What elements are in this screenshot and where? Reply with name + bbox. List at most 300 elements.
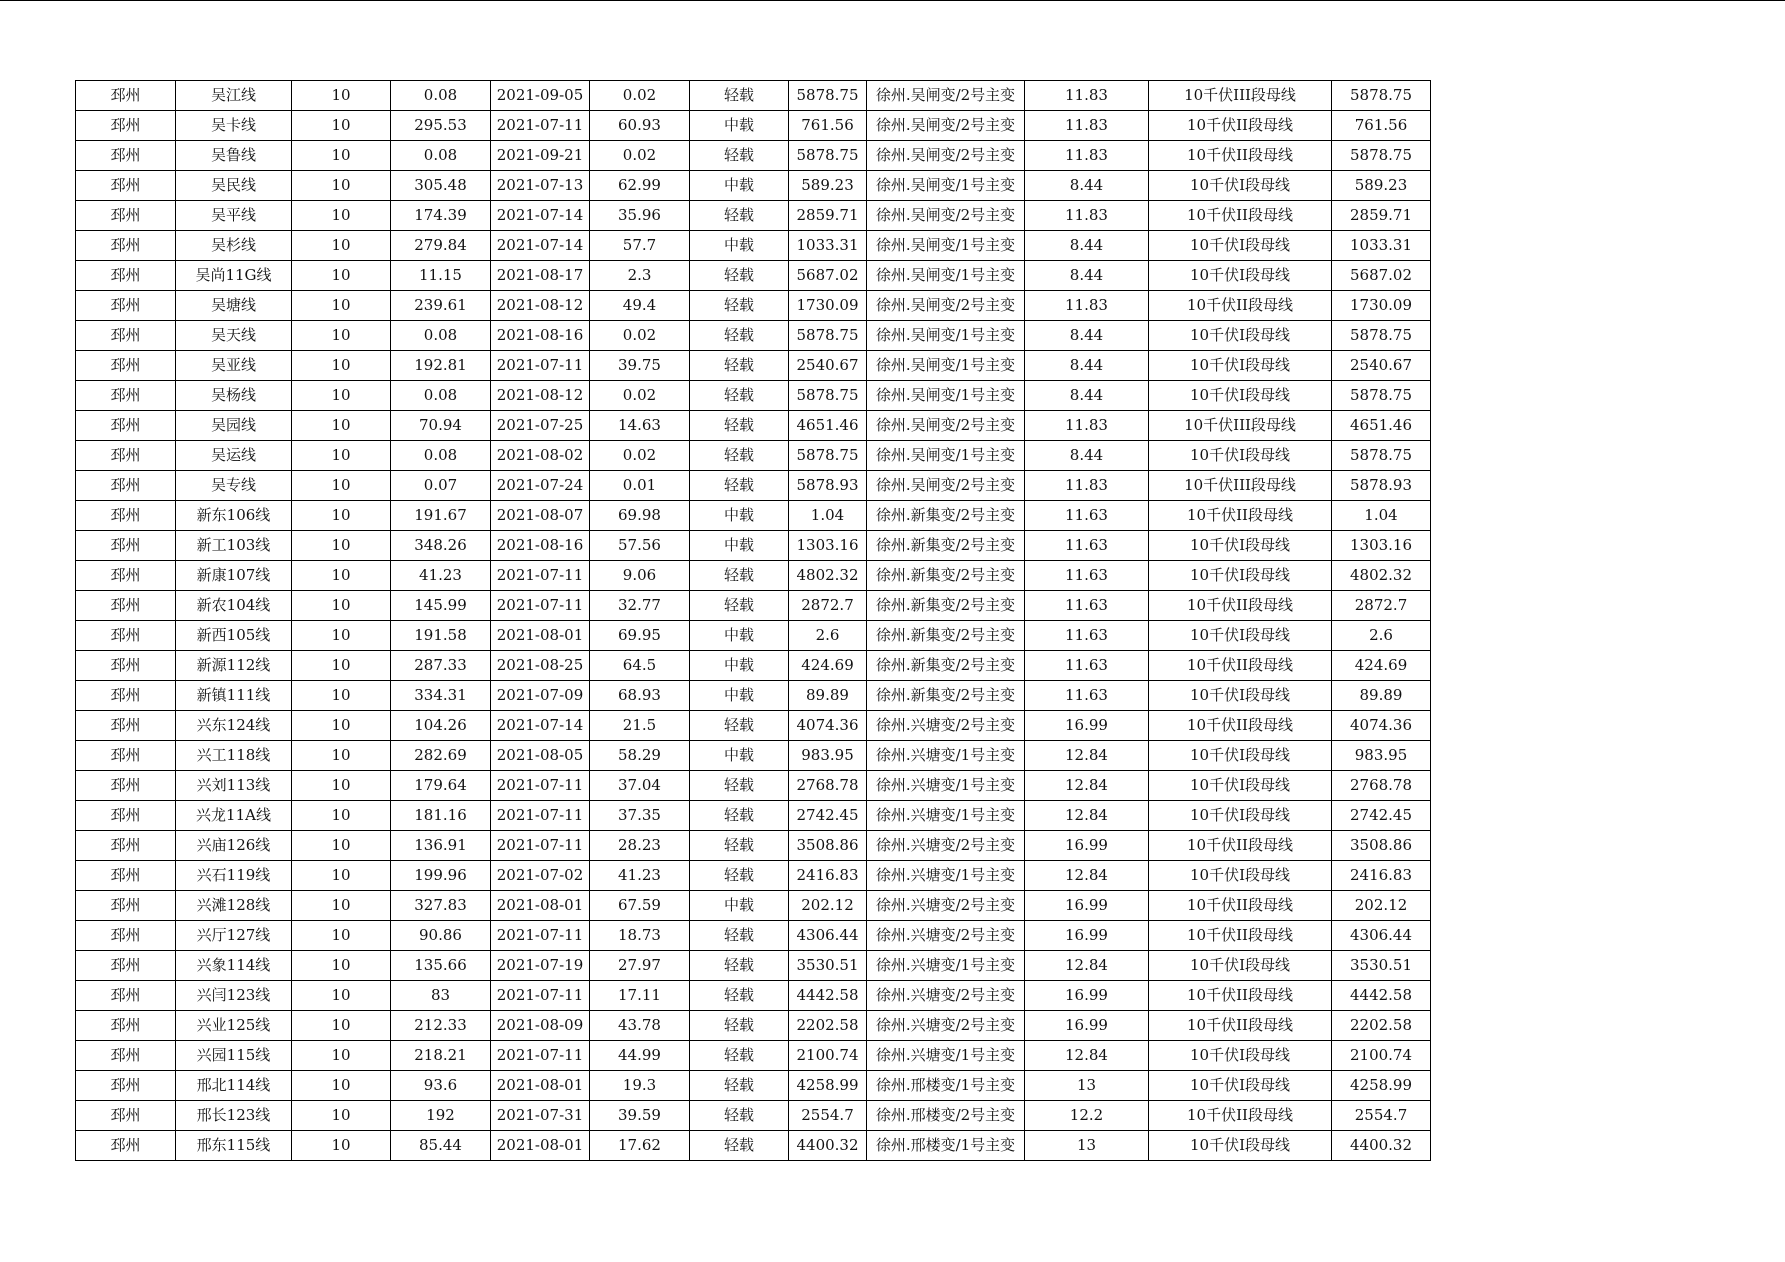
load-rate-cell: 44.99 (590, 1041, 690, 1071)
line-name-cell: 邢北114线 (176, 1071, 292, 1101)
transformer-load-cell: 13 (1025, 1071, 1149, 1101)
county-cell: 邳州 (76, 381, 176, 411)
transformer-cell: 徐州.吴闸变/1号主变 (867, 351, 1025, 381)
voltage-cell: 10 (292, 111, 391, 141)
table-row (76, 1131, 1431, 1161)
line-name-cell: 新镇111线 (176, 681, 292, 711)
load-value-cell: 90.86 (391, 921, 491, 951)
table-row (76, 741, 1431, 771)
load-level-cell: 轻载 (690, 351, 789, 381)
transformer-load-cell: 12.84 (1025, 801, 1149, 831)
busbar-cell: 10千伏I段母线 (1149, 231, 1332, 261)
table-row (76, 111, 1431, 141)
load-rate-cell: 0.02 (590, 141, 690, 171)
county-cell: 邳州 (76, 351, 176, 381)
line-name-cell: 兴厅127线 (176, 921, 292, 951)
transformer-cell: 徐州.兴塘变/2号主变 (867, 831, 1025, 861)
load-value-cell: 348.26 (391, 531, 491, 561)
load-rate-cell: 62.99 (590, 171, 690, 201)
date-cell: 2021-07-11 (491, 351, 590, 381)
table-row (76, 771, 1431, 801)
available-capacity-cell: 4442.58 (789, 981, 867, 1011)
transformer-cell: 徐州.兴塘变/2号主变 (867, 981, 1025, 1011)
transformer-cell: 徐州.邢楼变/1号主变 (867, 1131, 1025, 1161)
remaining-capacity-cell: 4074.36 (1332, 711, 1431, 741)
table-row (76, 501, 1431, 531)
date-cell: 2021-08-07 (491, 501, 590, 531)
table-row (76, 1101, 1431, 1131)
load-value-cell: 0.08 (391, 321, 491, 351)
county-cell: 邳州 (76, 951, 176, 981)
load-level-cell: 轻载 (690, 81, 789, 111)
table-body (76, 81, 1431, 1161)
available-capacity-cell: 2742.45 (789, 801, 867, 831)
voltage-cell: 10 (292, 471, 391, 501)
date-cell: 2021-07-11 (491, 981, 590, 1011)
busbar-cell: 10千伏I段母线 (1149, 1131, 1332, 1161)
transformer-cell: 徐州.兴塘变/1号主变 (867, 741, 1025, 771)
load-rate-cell: 28.23 (590, 831, 690, 861)
load-level-cell: 轻载 (690, 471, 789, 501)
busbar-cell: 10千伏II段母线 (1149, 1101, 1332, 1131)
load-level-cell: 中载 (690, 231, 789, 261)
transformer-load-cell: 16.99 (1025, 1011, 1149, 1041)
transformer-cell: 徐州.吴闸变/1号主变 (867, 441, 1025, 471)
remaining-capacity-cell: 2742.45 (1332, 801, 1431, 831)
line-name-cell: 吴天线 (176, 321, 292, 351)
transformer-load-cell: 8.44 (1025, 171, 1149, 201)
transformer-load-cell: 12.84 (1025, 1041, 1149, 1071)
remaining-capacity-cell: 4651.46 (1332, 411, 1431, 441)
load-level-cell: 轻载 (690, 381, 789, 411)
transformer-load-cell: 11.63 (1025, 621, 1149, 651)
county-cell: 邳州 (76, 501, 176, 531)
voltage-cell: 10 (292, 261, 391, 291)
load-rate-cell: 64.5 (590, 651, 690, 681)
available-capacity-cell: 5878.93 (789, 471, 867, 501)
table-row (76, 1071, 1431, 1101)
load-rate-cell: 60.93 (590, 111, 690, 141)
busbar-cell: 10千伏I段母线 (1149, 741, 1332, 771)
load-value-cell: 0.08 (391, 141, 491, 171)
load-level-cell: 中载 (690, 531, 789, 561)
date-cell: 2021-08-05 (491, 741, 590, 771)
table-row (76, 381, 1431, 411)
county-cell: 邳州 (76, 471, 176, 501)
load-rate-cell: 68.93 (590, 681, 690, 711)
load-value-cell: 136.91 (391, 831, 491, 861)
load-rate-cell: 17.62 (590, 1131, 690, 1161)
transformer-load-cell: 8.44 (1025, 321, 1149, 351)
transformer-cell: 徐州.吴闸变/2号主变 (867, 411, 1025, 441)
load-rate-cell: 43.78 (590, 1011, 690, 1041)
county-cell: 邳州 (76, 921, 176, 951)
voltage-cell: 10 (292, 831, 391, 861)
transformer-cell: 徐州.新集变/2号主变 (867, 531, 1025, 561)
line-name-cell: 兴石119线 (176, 861, 292, 891)
available-capacity-cell: 4651.46 (789, 411, 867, 441)
transformer-cell: 徐州.兴塘变/2号主变 (867, 1011, 1025, 1041)
busbar-cell: 10千伏II段母线 (1149, 921, 1332, 951)
available-capacity-cell: 5687.02 (789, 261, 867, 291)
date-cell: 2021-07-02 (491, 861, 590, 891)
line-name-cell: 新农104线 (176, 591, 292, 621)
available-capacity-cell: 2100.74 (789, 1041, 867, 1071)
remaining-capacity-cell: 1730.09 (1332, 291, 1431, 321)
load-value-cell: 93.6 (391, 1071, 491, 1101)
load-rate-cell: 67.59 (590, 891, 690, 921)
table-row (76, 231, 1431, 261)
available-capacity-cell: 4074.36 (789, 711, 867, 741)
voltage-cell: 10 (292, 321, 391, 351)
date-cell: 2021-08-16 (491, 531, 590, 561)
county-cell: 邳州 (76, 291, 176, 321)
load-level-cell: 轻载 (690, 861, 789, 891)
date-cell: 2021-08-12 (491, 291, 590, 321)
remaining-capacity-cell: 4400.32 (1332, 1131, 1431, 1161)
transformer-load-cell: 12.2 (1025, 1101, 1149, 1131)
load-level-cell: 轻载 (690, 711, 789, 741)
line-name-cell: 兴闫123线 (176, 981, 292, 1011)
load-level-cell: 中载 (690, 171, 789, 201)
load-level-cell: 轻载 (690, 981, 789, 1011)
remaining-capacity-cell: 2.6 (1332, 621, 1431, 651)
transformer-load-cell: 11.83 (1025, 81, 1149, 111)
county-cell: 邳州 (76, 891, 176, 921)
available-capacity-cell: 3530.51 (789, 951, 867, 981)
load-value-cell: 239.61 (391, 291, 491, 321)
date-cell: 2021-07-11 (491, 801, 590, 831)
date-cell: 2021-07-24 (491, 471, 590, 501)
transformer-load-cell: 12.84 (1025, 741, 1149, 771)
load-rate-cell: 0.02 (590, 381, 690, 411)
load-rate-cell: 0.02 (590, 321, 690, 351)
load-rate-cell: 57.7 (590, 231, 690, 261)
county-cell: 邳州 (76, 231, 176, 261)
busbar-cell: 10千伏II段母线 (1149, 201, 1332, 231)
available-capacity-cell: 4258.99 (789, 1071, 867, 1101)
voltage-cell: 10 (292, 381, 391, 411)
date-cell: 2021-07-11 (491, 1041, 590, 1071)
load-level-cell: 轻载 (690, 561, 789, 591)
remaining-capacity-cell: 2554.7 (1332, 1101, 1431, 1131)
line-name-cell: 吴专线 (176, 471, 292, 501)
load-level-cell: 中载 (690, 681, 789, 711)
transformer-load-cell: 11.83 (1025, 471, 1149, 501)
available-capacity-cell: 89.89 (789, 681, 867, 711)
load-level-cell: 轻载 (690, 831, 789, 861)
busbar-cell: 10千伏II段母线 (1149, 591, 1332, 621)
transformer-cell: 徐州.吴闸变/1号主变 (867, 261, 1025, 291)
load-level-cell: 轻载 (690, 291, 789, 321)
load-rate-cell: 57.56 (590, 531, 690, 561)
transformer-cell: 徐州.新集变/2号主变 (867, 591, 1025, 621)
transformer-load-cell: 11.83 (1025, 411, 1149, 441)
available-capacity-cell: 424.69 (789, 651, 867, 681)
voltage-cell: 10 (292, 1131, 391, 1161)
date-cell: 2021-07-25 (491, 411, 590, 441)
voltage-cell: 10 (292, 441, 391, 471)
voltage-cell: 10 (292, 801, 391, 831)
date-cell: 2021-07-14 (491, 201, 590, 231)
line-name-cell: 兴园115线 (176, 1041, 292, 1071)
transformer-cell: 徐州.新集变/2号主变 (867, 651, 1025, 681)
voltage-cell: 10 (292, 1101, 391, 1131)
remaining-capacity-cell: 2872.7 (1332, 591, 1431, 621)
remaining-capacity-cell: 4306.44 (1332, 921, 1431, 951)
transformer-load-cell: 11.63 (1025, 561, 1149, 591)
available-capacity-cell: 2202.58 (789, 1011, 867, 1041)
county-cell: 邳州 (76, 741, 176, 771)
county-cell: 邳州 (76, 591, 176, 621)
transformer-load-cell: 12.84 (1025, 951, 1149, 981)
transformer-load-cell: 16.99 (1025, 891, 1149, 921)
date-cell: 2021-08-01 (491, 621, 590, 651)
transformer-load-cell: 13 (1025, 1131, 1149, 1161)
load-level-cell: 轻载 (690, 411, 789, 441)
date-cell: 2021-09-21 (491, 141, 590, 171)
county-cell: 邳州 (76, 1101, 176, 1131)
load-level-cell: 中载 (690, 111, 789, 141)
voltage-cell: 10 (292, 351, 391, 381)
table-row (76, 591, 1431, 621)
line-name-cell: 新源112线 (176, 651, 292, 681)
transformer-cell: 徐州.吴闸变/2号主变 (867, 141, 1025, 171)
busbar-cell: 10千伏II段母线 (1149, 501, 1332, 531)
voltage-cell: 10 (292, 591, 391, 621)
table-row (76, 171, 1431, 201)
remaining-capacity-cell: 5878.75 (1332, 141, 1431, 171)
load-level-cell: 中载 (690, 501, 789, 531)
remaining-capacity-cell: 2540.67 (1332, 351, 1431, 381)
line-name-cell: 兴象114线 (176, 951, 292, 981)
load-level-cell: 中载 (690, 651, 789, 681)
county-cell: 邳州 (76, 1011, 176, 1041)
transformer-load-cell: 11.63 (1025, 681, 1149, 711)
load-value-cell: 0.08 (391, 381, 491, 411)
transformer-load-cell: 11.83 (1025, 111, 1149, 141)
remaining-capacity-cell: 5878.75 (1332, 441, 1431, 471)
page-top-rule (0, 0, 1785, 1)
transformer-load-cell: 8.44 (1025, 261, 1149, 291)
remaining-capacity-cell: 5878.75 (1332, 321, 1431, 351)
load-value-cell: 199.96 (391, 861, 491, 891)
transformer-load-cell: 11.63 (1025, 651, 1149, 681)
table-row (76, 561, 1431, 591)
transformer-load-cell: 11.63 (1025, 591, 1149, 621)
remaining-capacity-cell: 424.69 (1332, 651, 1431, 681)
available-capacity-cell: 5878.75 (789, 381, 867, 411)
date-cell: 2021-07-31 (491, 1101, 590, 1131)
date-cell: 2021-08-01 (491, 1071, 590, 1101)
county-cell: 邳州 (76, 801, 176, 831)
remaining-capacity-cell: 589.23 (1332, 171, 1431, 201)
line-name-cell: 兴庙126线 (176, 831, 292, 861)
transformer-cell: 徐州.兴塘变/2号主变 (867, 711, 1025, 741)
transformer-cell: 徐州.兴塘变/1号主变 (867, 801, 1025, 831)
busbar-cell: 10千伏I段母线 (1149, 801, 1332, 831)
load-rate-cell: 18.73 (590, 921, 690, 951)
county-cell: 邳州 (76, 81, 176, 111)
load-rate-cell: 41.23 (590, 861, 690, 891)
table-row (76, 921, 1431, 951)
table-row (76, 801, 1431, 831)
date-cell: 2021-09-05 (491, 81, 590, 111)
transformer-cell: 徐州.新集变/2号主变 (867, 621, 1025, 651)
line-name-cell: 新工103线 (176, 531, 292, 561)
available-capacity-cell: 1.04 (789, 501, 867, 531)
line-name-cell: 新康107线 (176, 561, 292, 591)
load-value-cell: 85.44 (391, 1131, 491, 1161)
transformer-cell: 徐州.邢楼变/2号主变 (867, 1101, 1025, 1131)
county-cell: 邳州 (76, 981, 176, 1011)
remaining-capacity-cell: 761.56 (1332, 111, 1431, 141)
transformer-cell: 徐州.吴闸变/1号主变 (867, 321, 1025, 351)
date-cell: 2021-08-02 (491, 441, 590, 471)
load-value-cell: 295.53 (391, 111, 491, 141)
available-capacity-cell: 2416.83 (789, 861, 867, 891)
load-value-cell: 0.08 (391, 441, 491, 471)
remaining-capacity-cell: 4258.99 (1332, 1071, 1431, 1101)
table-row (76, 651, 1431, 681)
line-name-cell: 吴杉线 (176, 231, 292, 261)
table-row (76, 981, 1431, 1011)
busbar-cell: 10千伏I段母线 (1149, 561, 1332, 591)
county-cell: 邳州 (76, 411, 176, 441)
load-rate-cell: 0.02 (590, 81, 690, 111)
county-cell: 邳州 (76, 261, 176, 291)
available-capacity-cell: 589.23 (789, 171, 867, 201)
load-level-cell: 轻载 (690, 1071, 789, 1101)
remaining-capacity-cell: 89.89 (1332, 681, 1431, 711)
county-cell: 邳州 (76, 531, 176, 561)
table-row (76, 471, 1431, 501)
available-capacity-cell: 4400.32 (789, 1131, 867, 1161)
available-capacity-cell: 202.12 (789, 891, 867, 921)
table-row (76, 681, 1431, 711)
load-level-cell: 中载 (690, 621, 789, 651)
transformer-cell: 徐州.兴塘变/1号主变 (867, 951, 1025, 981)
load-level-cell: 轻载 (690, 1041, 789, 1071)
transformer-load-cell: 8.44 (1025, 441, 1149, 471)
county-cell: 邳州 (76, 861, 176, 891)
remaining-capacity-cell: 2768.78 (1332, 771, 1431, 801)
busbar-cell: 10千伏I段母线 (1149, 951, 1332, 981)
busbar-cell: 10千伏III段母线 (1149, 411, 1332, 441)
busbar-cell: 10千伏II段母线 (1149, 891, 1332, 921)
busbar-cell: 10千伏II段母线 (1149, 291, 1332, 321)
transformer-cell: 徐州.新集变/2号主变 (867, 501, 1025, 531)
table-row (76, 621, 1431, 651)
busbar-cell: 10千伏I段母线 (1149, 621, 1332, 651)
load-rate-cell: 69.98 (590, 501, 690, 531)
transformer-cell: 徐州.兴塘变/2号主变 (867, 891, 1025, 921)
available-capacity-cell: 983.95 (789, 741, 867, 771)
transformer-cell: 徐州.新集变/2号主变 (867, 681, 1025, 711)
county-cell: 邳州 (76, 651, 176, 681)
transformer-cell: 徐州.兴塘变/2号主变 (867, 921, 1025, 951)
busbar-cell: 10千伏II段母线 (1149, 141, 1332, 171)
county-cell: 邳州 (76, 1131, 176, 1161)
transformer-cell: 徐州.吴闸变/2号主变 (867, 81, 1025, 111)
county-cell: 邳州 (76, 711, 176, 741)
voltage-cell: 10 (292, 231, 391, 261)
voltage-cell: 10 (292, 1011, 391, 1041)
voltage-cell: 10 (292, 1071, 391, 1101)
table-row (76, 141, 1431, 171)
load-level-cell: 轻载 (690, 441, 789, 471)
table-row (76, 81, 1431, 111)
busbar-cell: 10千伏II段母线 (1149, 981, 1332, 1011)
voltage-cell: 10 (292, 171, 391, 201)
date-cell: 2021-07-14 (491, 711, 590, 741)
transformer-cell: 徐州.吴闸变/1号主变 (867, 171, 1025, 201)
voltage-cell: 10 (292, 621, 391, 651)
load-rate-cell: 39.75 (590, 351, 690, 381)
transformer-cell: 徐州.兴塘变/1号主变 (867, 771, 1025, 801)
load-value-cell: 11.15 (391, 261, 491, 291)
load-level-cell: 轻载 (690, 1011, 789, 1041)
load-value-cell: 191.67 (391, 501, 491, 531)
line-name-cell: 兴龙11A线 (176, 801, 292, 831)
line-name-cell: 吴平线 (176, 201, 292, 231)
transformer-load-cell: 12.84 (1025, 861, 1149, 891)
transformer-cell: 徐州.兴塘变/1号主变 (867, 1041, 1025, 1071)
load-level-cell: 轻载 (690, 1101, 789, 1131)
load-rate-cell: 37.35 (590, 801, 690, 831)
busbar-cell: 10千伏III段母线 (1149, 471, 1332, 501)
load-value-cell: 192 (391, 1101, 491, 1131)
busbar-cell: 10千伏II段母线 (1149, 651, 1332, 681)
table-row (76, 1041, 1431, 1071)
voltage-cell: 10 (292, 561, 391, 591)
available-capacity-cell: 2768.78 (789, 771, 867, 801)
line-name-cell: 吴园线 (176, 411, 292, 441)
table-row (76, 1011, 1431, 1041)
line-name-cell: 邢长123线 (176, 1101, 292, 1131)
busbar-cell: 10千伏I段母线 (1149, 531, 1332, 561)
remaining-capacity-cell: 1.04 (1332, 501, 1431, 531)
line-name-cell: 吴运线 (176, 441, 292, 471)
busbar-cell: 10千伏I段母线 (1149, 681, 1332, 711)
table-row (76, 351, 1431, 381)
available-capacity-cell: 2.6 (789, 621, 867, 651)
load-rate-cell: 19.3 (590, 1071, 690, 1101)
date-cell: 2021-08-01 (491, 891, 590, 921)
county-cell: 邳州 (76, 321, 176, 351)
remaining-capacity-cell: 3508.86 (1332, 831, 1431, 861)
load-level-cell: 轻载 (690, 201, 789, 231)
busbar-cell: 10千伏I段母线 (1149, 261, 1332, 291)
county-cell: 邳州 (76, 1071, 176, 1101)
busbar-cell: 10千伏II段母线 (1149, 711, 1332, 741)
table-row (76, 261, 1431, 291)
date-cell: 2021-08-25 (491, 651, 590, 681)
table-row (76, 201, 1431, 231)
voltage-cell: 10 (292, 771, 391, 801)
date-cell: 2021-07-11 (491, 111, 590, 141)
voltage-cell: 10 (292, 711, 391, 741)
line-name-cell: 吴鲁线 (176, 141, 292, 171)
load-rate-cell: 17.11 (590, 981, 690, 1011)
transformer-cell: 徐州.吴闸变/2号主变 (867, 201, 1025, 231)
remaining-capacity-cell: 2202.58 (1332, 1011, 1431, 1041)
busbar-cell: 10千伏I段母线 (1149, 441, 1332, 471)
remaining-capacity-cell: 1033.31 (1332, 231, 1431, 261)
voltage-cell: 10 (292, 201, 391, 231)
date-cell: 2021-08-12 (491, 381, 590, 411)
load-value-cell: 0.08 (391, 81, 491, 111)
